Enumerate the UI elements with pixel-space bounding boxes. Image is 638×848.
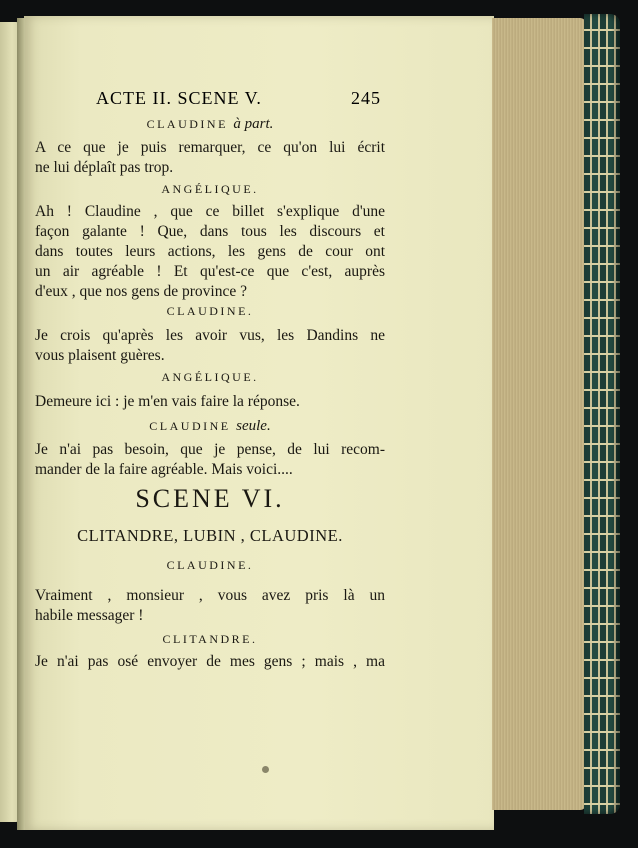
book-gutter [17,18,25,830]
speech: A ce que je puis remarquer, ce qu'on lui écrit ne lui déplaît pas trop. [35,139,385,176]
stage-direction: seule. [236,418,271,434]
speech: Je n'ai pas besoin, que je pense, de lui recom- mander de la faire agréable. Mais voici.... [35,441,385,478]
speech: Demeure ici : je m'en vais faire la réponse. [35,393,300,410]
speech: Je n'ai pas osé envoyer de mes gens ; mais , ma [35,653,385,670]
scene-characters: CLITANDRE, LUBIN , CLAUDINE. [77,526,343,545]
scene-title: SCENE VI. [135,484,285,513]
page-block-edges [492,18,586,810]
speech: Ah ! Claudine , que ce billet s'explique d'une façon galante ! Que, dans tous les discours et dans toutes leurs actions, les gens de cour ont un air agréable ! Et qu'est-ce que c'est, auprès d'eux , que nos gens de province ? [35,203,385,300]
speaker-heading: CLAUDINE. [166,304,254,318]
speaker-heading: CLAUDINE. [166,558,254,572]
speaker-heading: CLITANDRE. [162,632,258,646]
speaker-heading: ANGÉLIQUE. [161,182,259,196]
speech: Vraiment , monsieur , vous avez pris là un habile messager ! [35,587,385,624]
running-head [96,88,396,110]
running-title: ACTE II. SCENE V. [96,88,262,108]
speaker-heading: ANGÉLIQUE. [161,370,259,384]
speech: Je crois qu'après les avoir vus, les Dandins ne vous plaisent guères. [35,327,385,364]
speaker-heading: CLAUDINE à part. [146,116,274,132]
decorative-binding [584,14,620,814]
stage-direction: à part. [233,116,274,132]
speaker-heading: CLAUDINE seule. [149,418,271,434]
page-number: 245 [351,88,381,108]
paper-spot [262,766,269,773]
